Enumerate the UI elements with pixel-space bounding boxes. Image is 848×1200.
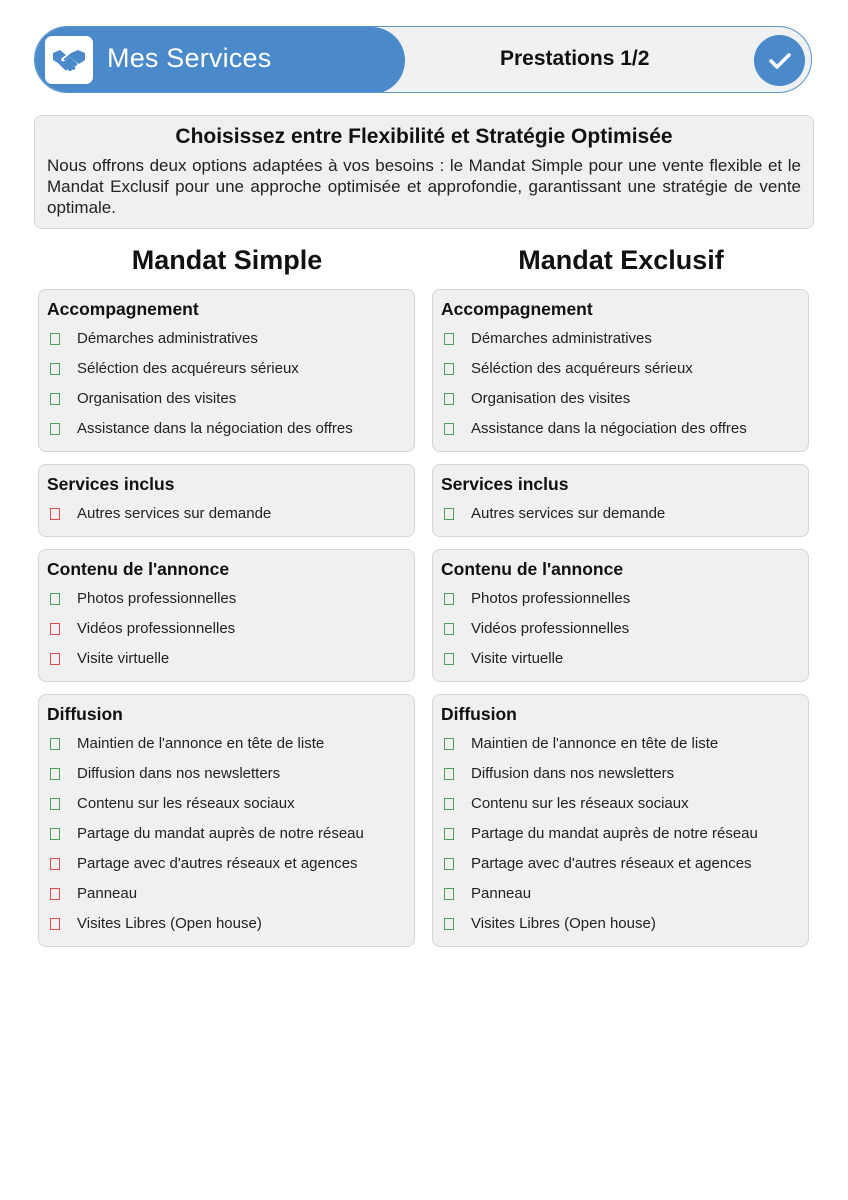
intro-title: Choisissez entre Flexibilité et Stratégie Optimisée: [175, 125, 673, 148]
list-item: [441, 765, 800, 795]
list-item: [47, 855, 406, 885]
section-card: [432, 464, 809, 537]
included-checkbox-icon: [50, 423, 60, 435]
included-checkbox-icon: [444, 858, 454, 870]
section-card: [38, 464, 415, 537]
header-banner: [35, 27, 405, 93]
included-checkbox-icon: [444, 738, 454, 750]
included-checkbox-icon: [50, 738, 60, 750]
list-item: [441, 390, 800, 420]
included-checkbox-icon: [50, 828, 60, 840]
included-checkbox-icon: [444, 798, 454, 810]
page-header: [34, 26, 812, 93]
list-item: [47, 765, 406, 795]
included-checkbox-icon: [444, 623, 454, 635]
included-checkbox-icon: [444, 423, 454, 435]
list-item: [47, 360, 406, 390]
item-label: Autres services sur demande: [77, 505, 272, 522]
included-checkbox-icon: [50, 393, 60, 405]
excluded-checkbox-icon: [50, 858, 60, 870]
included-checkbox-icon: [444, 768, 454, 780]
item-label: Partage avec d'autres réseaux et agences: [471, 855, 752, 872]
item-label: Diffusion dans nos newsletters: [471, 765, 675, 782]
included-checkbox-icon: [50, 593, 60, 605]
item-label: Contenu sur les réseaux sociaux: [77, 795, 295, 812]
included-checkbox-icon: [444, 333, 454, 345]
included-checkbox-icon: [444, 918, 454, 930]
section-card: [432, 549, 809, 682]
list-item: [441, 360, 800, 390]
excluded-checkbox-icon: [50, 888, 60, 900]
list-item: [47, 735, 406, 765]
section-card: [38, 289, 415, 452]
included-checkbox-icon: [50, 768, 60, 780]
item-label: Panneau: [77, 885, 138, 902]
item-label: Partage avec d'autres réseaux et agences: [77, 855, 358, 872]
section-title: Diffusion: [47, 704, 123, 724]
item-label: Panneau: [471, 885, 532, 902]
item-label: Visites Libres (Open house): [471, 915, 656, 932]
list-item: [441, 915, 800, 945]
item-label: Vidéos professionnelles: [471, 620, 630, 637]
included-checkbox-icon: [50, 363, 60, 375]
section-title: Contenu de l'annonce: [441, 559, 624, 579]
list-item: [441, 825, 800, 855]
list-item: [441, 505, 800, 535]
intro-text: Nous offrons deux options adaptées à vos besoins : le Mandat Simple pour une vente flexible et le Mandat Exclusif pour une approche optimisée et approfondie, garantissant une stratégie de vente optimale.: [47, 156, 801, 217]
list-item: [441, 420, 800, 450]
item-label: Diffusion dans nos newsletters: [77, 765, 281, 782]
list-item: [47, 915, 406, 945]
excluded-checkbox-icon: [50, 918, 60, 930]
item-label: Organisation des visites: [77, 390, 237, 407]
included-checkbox-icon: [444, 508, 454, 520]
section-title: Accompagnement: [441, 299, 593, 319]
list-item: [47, 885, 406, 915]
list-item: [47, 505, 406, 535]
item-label: Photos professionnelles: [77, 590, 237, 607]
section-card: [38, 549, 415, 682]
list-item: [47, 650, 406, 680]
list-item: [441, 855, 800, 885]
included-checkbox-icon: [50, 333, 60, 345]
logo: [45, 36, 93, 84]
item-label: Assistance dans la négociation des offres: [471, 420, 747, 437]
excluded-checkbox-icon: [50, 508, 60, 520]
list-item: [47, 390, 406, 420]
item-label: Autres services sur demande: [471, 505, 666, 522]
item-label: Maintien de l'annonce en tête de liste: [471, 735, 719, 752]
list-item: [47, 590, 406, 620]
check-icon: [768, 51, 792, 71]
status-badge: [754, 35, 805, 86]
included-checkbox-icon: [444, 393, 454, 405]
item-label: Séléction des acquéreurs sérieux: [471, 360, 693, 377]
intro-box: [34, 115, 814, 229]
list-item: [47, 620, 406, 650]
section-card: [432, 289, 809, 452]
included-checkbox-icon: [444, 363, 454, 375]
list-item: [47, 330, 406, 360]
excluded-checkbox-icon: [50, 653, 60, 665]
list-item: [47, 825, 406, 855]
item-label: Démarches administratives: [471, 330, 652, 347]
list-item: [441, 795, 800, 825]
handshake-icon: [52, 47, 86, 73]
list-item: [441, 650, 800, 680]
section-card: [38, 694, 415, 947]
included-checkbox-icon: [444, 593, 454, 605]
item-label: Partage du mandat auprès de notre réseau: [77, 825, 364, 842]
list-item: [47, 795, 406, 825]
item-label: Séléction des acquéreurs sérieux: [77, 360, 299, 377]
item-label: Contenu sur les réseaux sociaux: [471, 795, 689, 812]
list-item: [441, 620, 800, 650]
excluded-checkbox-icon: [50, 623, 60, 635]
included-checkbox-icon: [444, 888, 454, 900]
section-title: Services inclus: [47, 474, 175, 494]
item-label: Partage du mandat auprès de notre réseau: [471, 825, 758, 842]
section-card: [432, 694, 809, 947]
section-title: Contenu de l'annonce: [47, 559, 230, 579]
included-checkbox-icon: [444, 828, 454, 840]
item-label: Assistance dans la négociation des offres: [77, 420, 353, 437]
column-title: Mandat Exclusif: [518, 245, 724, 275]
item-label: Visites Libres (Open house): [77, 915, 262, 932]
included-checkbox-icon: [444, 653, 454, 665]
item-label: Vidéos professionnelles: [77, 620, 236, 637]
section-title: Accompagnement: [47, 299, 199, 319]
page-indicator: Prestations 1/2: [500, 47, 650, 70]
included-checkbox-icon: [50, 798, 60, 810]
item-label: Visite virtuelle: [77, 650, 170, 667]
item-label: Organisation des visites: [471, 390, 631, 407]
item-label: Visite virtuelle: [471, 650, 564, 667]
list-item: [441, 590, 800, 620]
item-label: Démarches administratives: [77, 330, 258, 347]
section-title: Services inclus: [441, 474, 569, 494]
list-item: [47, 420, 406, 450]
list-item: [441, 735, 800, 765]
header-title: Mes Services: [107, 43, 272, 73]
list-item: [441, 330, 800, 360]
section-title: Diffusion: [441, 704, 517, 724]
item-label: Photos professionnelles: [471, 590, 631, 607]
column-title: Mandat Simple: [131, 245, 323, 275]
list-item: [441, 885, 800, 915]
item-label: Maintien de l'annonce en tête de liste: [77, 735, 325, 752]
